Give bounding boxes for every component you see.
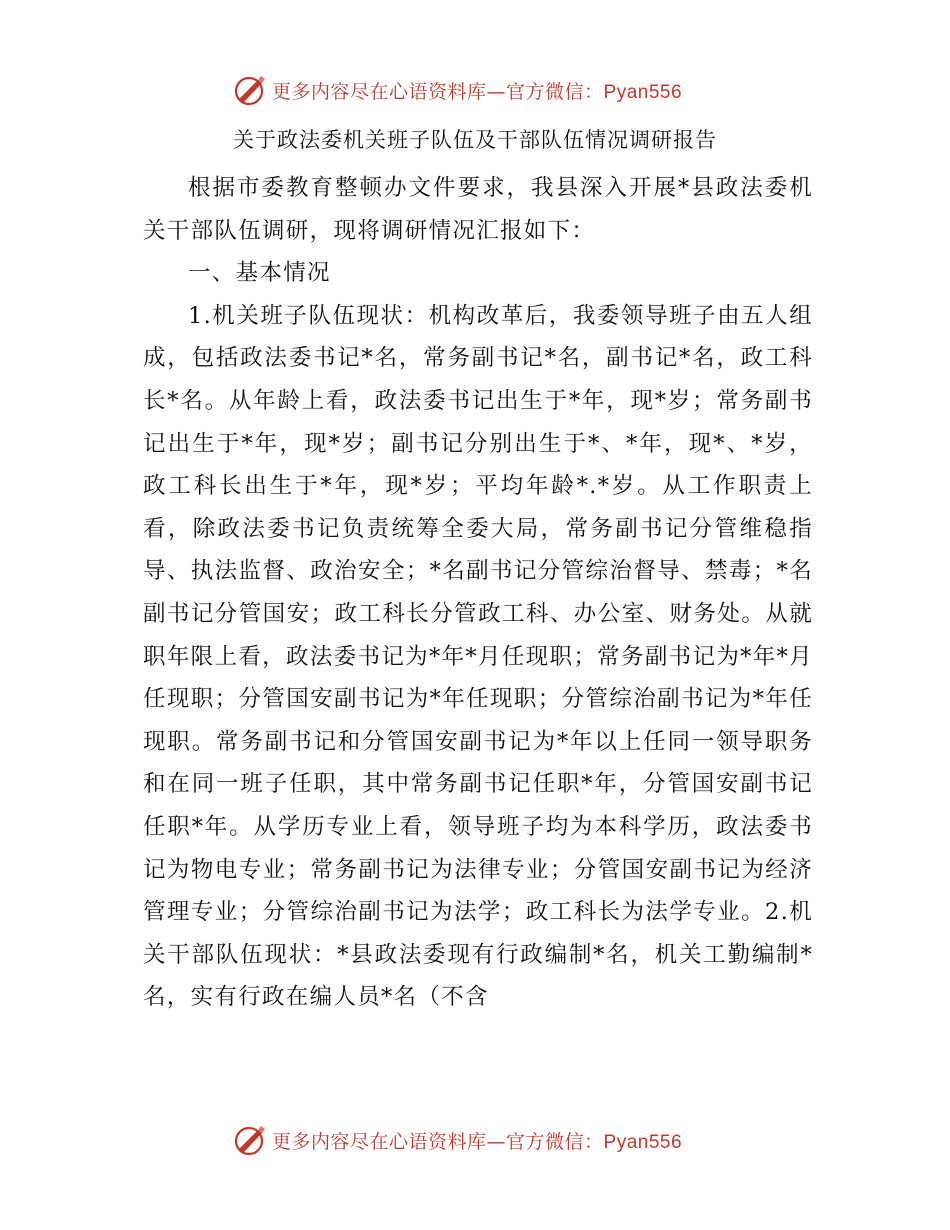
document-body <box>143 167 813 1019</box>
pen-circle-logo-icon <box>232 72 268 108</box>
intro-paragraph: 根据市委教育整顿办文件要求，我县深入开展*县政法委机关干部队伍调研，现将调研情况汇报如下： <box>143 175 813 244</box>
banner-text: 更多内容尽在心语资料库—官方微信：Pyan556 <box>272 1130 683 1153</box>
wechat-id: Pyan556 <box>603 81 683 103</box>
footer-watermark-banner <box>232 1120 712 1160</box>
pen-circle-logo-icon <box>232 1122 268 1158</box>
header-watermark-banner <box>232 70 712 110</box>
section-heading: 一、基本情况 <box>188 260 331 287</box>
wechat-id: Pyan556 <box>603 1131 683 1153</box>
body-paragraph: 1.机关班子队伍现状：机构改革后，我委领导班子由五人组成，包括政法委书记*名，常务副书记*名，副书记*名，政工科长*名。从年龄上看，政法委书记出生于*年，现*岁；常务副书记出生于*年，现*岁；副书记分别出生于*、*年，现*、*岁，政工科长出生于*年，现*岁；平均年龄*.*岁。从工作职责上看，除政法委书记负责统筹全委大局，常务副书记分管维稳指导、执法监督、政治安全；*名副书记分管综治督导、禁毒；*名副书记分管国安；政工科长分管政工科、办公室、财务处。从就职年限上看，政法委书记为*年*月任现职；常务副书记为*年*月任现职；分管国安副书记为*年任现职；分管综治副书记为*年任现职。常务副书记和分管国安副书记为*年以上任同一领导职务和在同一班子任职，其中常务副书记任职*年，分管国安副书记任职*年。从学历专业上看，领导班子均为本科学历，政法委书记为物电专业；常务副书记为法律专业；分管国安副书记为经济管理专业；分管综治副书记为法学；政工科长为法学专业。2.机关干部队伍现状：*县政法委现有行政编制*名，机关工勤编制*名，实有行政在编人员*名（不含 <box>143 302 813 1011</box>
banner-text: 更多内容尽在心语资料库—官方微信：Pyan556 <box>272 80 683 103</box>
document-title: 关于政法委机关班子队伍及干部队伍情况调研报告 <box>233 128 717 152</box>
